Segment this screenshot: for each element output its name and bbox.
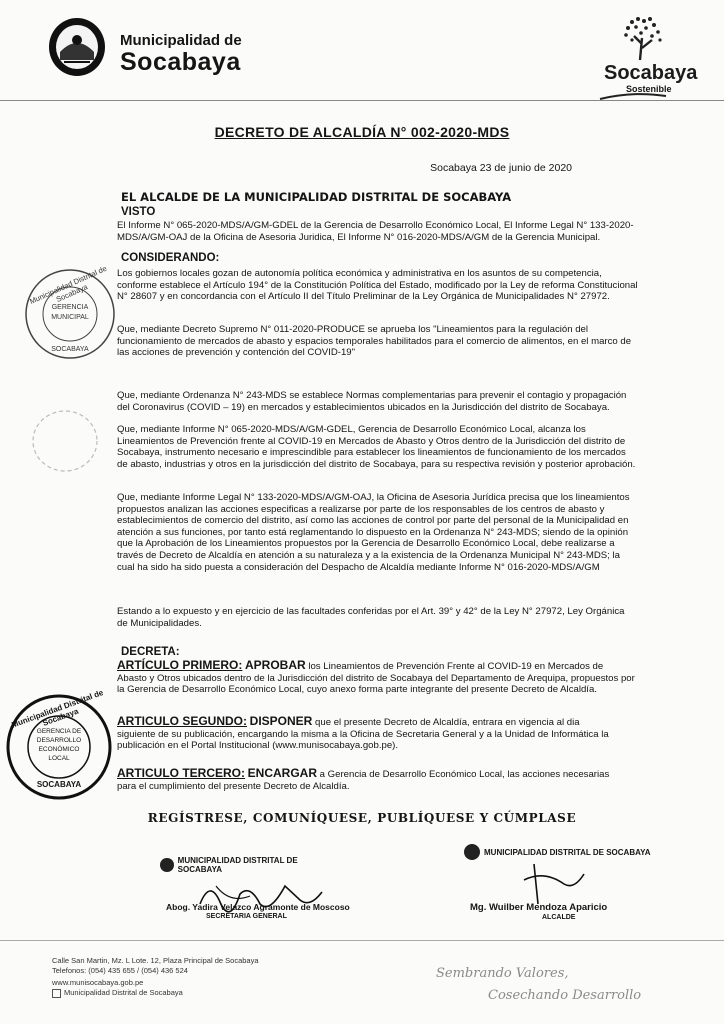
article-primero-text: los Lineamientos de Prevención Frente al COVID-19 en Mercados de: [305, 661, 604, 672]
paragraph-line: conforme establece el Artículo 194° de la Constitución Política del Estado, modificado por la Ley de reforma Constitucional: [117, 279, 638, 291]
footer-divider: [0, 940, 724, 941]
paragraph-line: Los gobiernos locales gozan de autonomía política económica y administrativa en los asuntos de su competencia,: [117, 268, 602, 279]
visto-line: MDS/A/GM-OAJ de la Oficina de Asesoria Juridica, El Informe N° 016-2020-MDS/A/GM de la Gerencia Municipal.: [117, 231, 601, 243]
article-tercero: [117, 768, 654, 792]
institution-seal-icon: [464, 844, 480, 860]
paragraph-line: siguiente de su publicación, encargando la misma a la Oficina de Secretaria General y a la Unidad de Informática la: [117, 728, 609, 740]
article-primero-title: ARTÍCULO PRIMERO:: [117, 658, 243, 672]
slogan-line1: Sembrando Valores,: [436, 966, 569, 981]
stamp-center-line2: MUNICIPAL: [51, 314, 89, 321]
visto-line: El Informe N° 065-2020-MDS/A/GM-GDEL de la Gerencia de Desarrollo Económico Local, El Informe Legal N° 133-2020-: [117, 220, 634, 231]
article-tercero-verb: ENCARGAR: [247, 766, 318, 780]
decree-title: DECRETO DE ALCALDÍA N° 002-2020-MDS: [214, 124, 510, 140]
gerencia-desarrollo-stamp: [4, 687, 114, 802]
article-tercero-first-line: [117, 768, 654, 781]
paragraph-line: través de Decreto de Alcaldía en atención a su naturaleza y a la existencia de la Ordenanza Municipal N° 243-MDS; la: [117, 549, 620, 561]
brand-tagline: Sostenible: [626, 84, 672, 94]
signature-block-alcalde: [464, 844, 664, 921]
paragraph-line: cual ha sido ha sido puesta a consideración del Despacho de Alcaldía mediante Informe N° 016-2020-MDS/A/GM: [117, 561, 600, 573]
signature-block-secretaria: [160, 856, 350, 920]
footer-phones: Telefonos: (054) 435 655 / (054) 436 524: [52, 966, 188, 975]
paragraph-line: Estando a lo expuesto y en ejercicio de las facultades conferidas por el Art. 39° y 42° de la Ley N° 27972, Ley Orgánica: [117, 606, 625, 617]
handwritten-signature-icon: [494, 860, 614, 906]
stamp-center-line2: DESARROLLO: [36, 737, 82, 744]
footer-facebook-label: Municipalidad Distrital de Socabaya: [64, 988, 183, 997]
decreta-heading: DECRETA:: [121, 646, 180, 658]
article-primero-verb: APROBAR: [245, 658, 306, 672]
paragraph-line: del Coronavirus (COVID – 19) en mercados y establecimientos ubicados en la Jurisdicción del distrito de Socabaya.: [117, 401, 610, 413]
article-segundo-verb: DISPONER: [249, 714, 313, 728]
paragraph-line: Lineamientos de Prevención frente al COVID-19 en Mercados de Abasto y Otros dentro de la Jurisdicción del distrito de: [117, 435, 626, 447]
paragraph-line: propuestos analizan las acciones especificas a realizarse por parte de los responsables de los centros de abasto y: [117, 503, 605, 515]
article-segundo-title: ARTICULO SEGUNDO:: [117, 714, 247, 728]
visto-paragraph: [117, 220, 654, 243]
paragraph-line: N° 28607 y en concordancia con el Artículo II del Título Preliminar de la Ley Orgánica de Municipalidades N° 27972.: [117, 291, 610, 303]
decree-date: Socabaya 23 de junio de 2020: [430, 162, 572, 174]
facebook-icon: [52, 989, 61, 998]
signature-name: Abog. Yadira Velazco Agramonte de Moscoso: [166, 902, 350, 912]
paragraph-line: Que, mediante Ordenanza N° 243-MDS se establece Normas complementarias para prevenir el contagio y propagación: [117, 390, 627, 401]
paragraph-line: las acciones de prevención y contención del COVID-19": [117, 347, 356, 359]
footer-facebook: [52, 988, 183, 998]
signature-role: SECRETARIA GENERAL: [206, 913, 287, 920]
article-tercero-title: ARTICULO TERCERO:: [117, 766, 245, 780]
stamp-center-line1: GERENCIA: [51, 304, 89, 311]
article-tercero-text: a Gerencia de Desarrollo Económico Local, las acciones necesarias: [317, 769, 610, 780]
institution-seal-icon: [160, 858, 174, 872]
visto-heading: VISTO: [121, 206, 156, 218]
paragraph-line: para el cumplimiento del presente Decreto de Alcaldía.: [117, 780, 350, 792]
header-municipality-line1: Municipalidad de: [120, 32, 242, 49]
signature-institution: MUNICIPALIDAD DISTRITAL DE SOCABAYA: [484, 847, 651, 857]
considerando-paragraph-1: [117, 268, 654, 303]
stamp-bottom-text: SOCABAYA: [51, 346, 89, 353]
gerencia-municipal-stamp: [22, 263, 118, 362]
considerando-paragraph-4: [117, 424, 654, 470]
article-primero-first-line: [117, 660, 654, 673]
stamp-center-line3: ECONÓMICO: [38, 746, 80, 753]
article-segundo: [117, 716, 654, 752]
paragraph-line: de abasto, industrias y otros en la jurisdicción del distrito de Socabaya, para su respectiva revisión y posterior aprobación.: [117, 458, 636, 470]
considerando-heading: CONSIDERANDO:: [121, 252, 220, 264]
paragraph-line: atención a sus funciones, por tanto está reglamentando lo dispuesto en la Ordenanza N° 243-MDS; siendo de la opinión: [117, 526, 629, 538]
stamp-round-text: Municipalidad Distrital de Socabaya: [10, 687, 105, 730]
article-segundo-text: que el presente Decreto de Alcaldía, entrara en vigencia al dia: [312, 717, 580, 728]
considerando-paragraph-3: [117, 390, 654, 413]
municipality-seal-logo: [46, 16, 108, 78]
signature-name: Mg. Wuilber Mendoza Aparicio: [470, 902, 608, 913]
signature-institution-row: [464, 844, 664, 860]
paragraph-line: Que, mediante Decreto Supremo N° 011-2020-PRODUCE se aprueba los "Lineamientos para la regulación del: [117, 324, 589, 335]
paragraph-line: funcionamiento de mercados de abasto y espacios temporales habilitados para el comercio de alimentos, en el marco de: [117, 335, 632, 347]
signature-role: ALCALDE: [542, 914, 576, 921]
paragraph-line: Que, mediante Informe N° 065-2020-MDS/A/GM-GDEL, Gerencia de Desarrollo Económico Local, alcanza los: [117, 424, 586, 435]
footer-website: www.munisocabaya.gob.pe: [52, 978, 144, 987]
paragraph-line: Abasto y Otros ubicados dentro de la Jurisdicción del distrito de Socabaya del Departamento de Arequipa, propuestos por: [117, 672, 635, 684]
paragraph-line: de Municipalidades.: [117, 617, 202, 629]
header-municipality-line2: Socabaya: [120, 48, 241, 76]
decree-issuer: EL ALCALDE DE LA MUNICIPALIDAD DISTRITAL DE SOCABAYA: [121, 190, 512, 204]
signature-institution-row: [160, 856, 340, 874]
considerando-paragraph-5: [117, 492, 654, 573]
signature-institution: MUNICIPALIDAD DISTRITAL DE SOCABAYA: [177, 856, 298, 874]
article-segundo-first-line: [117, 716, 654, 729]
considerando-paragraph-6: [117, 606, 654, 629]
paragraph-line: publicación en el Portal Institucional (www.munisocabaya.gob.pe).: [117, 740, 399, 752]
paragraph-line: Socabaya, instrumento necesario e imprescindible para establecer los lineamientos de funcionamiento de los mercados: [117, 447, 626, 459]
stamp-round-text: Municipalidad Distrital de Socabaya: [28, 263, 109, 306]
faint-stamp-mark: [28, 406, 102, 476]
article-primero: [117, 660, 654, 696]
paragraph-line: establecimientos de comercio del distrito, así como las acciones de control por parte del personal de la Municipalidad en: [117, 515, 629, 527]
stamp-bottom-text: SOCABAYA: [36, 780, 82, 789]
closing-formula: REGÍSTRESE, COMUNÍQUESE, PUBLÍQUESE Y CÚMPLASE: [147, 811, 577, 825]
brand-name: Socabaya: [604, 62, 698, 84]
stamp-center-line4: LOCAL: [48, 755, 70, 762]
paragraph-line: Que, mediante Informe Legal N° 133-2020-MDS/A/GM-OAJ, la Oficina de Asesoria Jurídica precisa que los lineamientos: [117, 492, 630, 503]
header-divider: [0, 100, 724, 101]
footer-address: Calle San Martin, Mz. L Lote. 12, Plaza Principal de Socabaya: [52, 956, 259, 965]
stamp-center-line1: GERENCIA DE: [36, 728, 82, 735]
slogan-line2: Cosechando Desarrollo: [488, 988, 642, 1003]
paragraph-line: la Gerencia de Desarrollo Económico Local, cuyo anexo forma parte integrante del presente Decreto de Alcaldía.: [117, 684, 597, 696]
paragraph-line: que la Aprobación de los Lineamientos propuestos por la Gerencia de Desarrollo Económico Local, debe realizarse a: [117, 538, 615, 550]
brand-swoosh-icon: [598, 93, 668, 103]
considerando-paragraph-2: [117, 324, 654, 359]
